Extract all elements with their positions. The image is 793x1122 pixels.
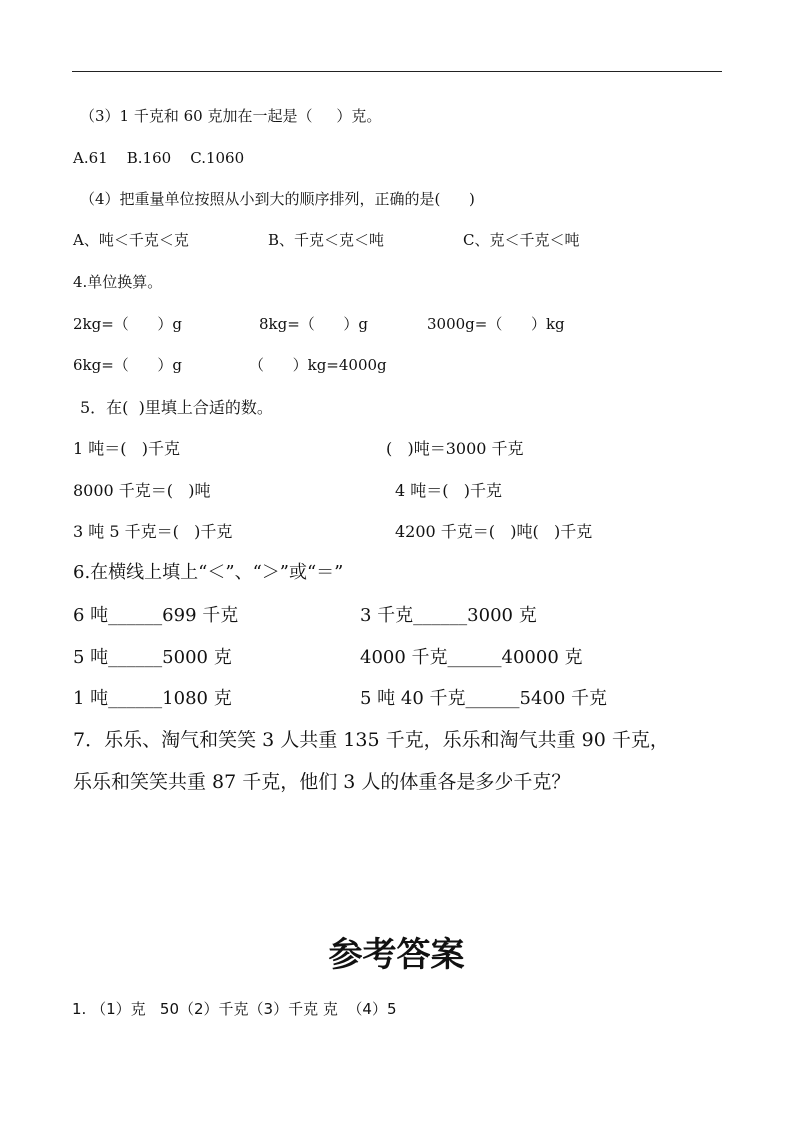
- question-5-item: 3 吨 5 千克＝( )千克: [73, 522, 233, 541]
- header-rule: [72, 71, 722, 72]
- question-6-item: 3 千克______3000 克: [360, 605, 537, 626]
- question-3-4-option-a: A、吨＜千克＜克: [73, 231, 189, 249]
- question-6-item: 4000 千克______40000 克: [360, 647, 583, 668]
- question-6-item: 1 吨______1080 克: [73, 688, 232, 709]
- question-5-item: 8000 千克＝( )吨: [73, 481, 211, 500]
- question-3-4-option-b: B、千克＜克＜吨: [268, 231, 385, 249]
- question-4-item: 2kg=（ ）g: [73, 315, 183, 333]
- question-5-item: ( )吨＝3000 千克: [386, 439, 524, 458]
- question-4-item: （ ）kg=4000g: [249, 356, 387, 374]
- question-3-4-option-c: C、克＜千克＜吨: [463, 231, 580, 249]
- question-6-item: 6 吨______699 千克: [73, 605, 239, 626]
- question-4-item: 6kg=（ ）g: [73, 356, 183, 374]
- question-5-heading: 5．在( )里填上合适的数。: [80, 398, 273, 417]
- question-3-3-stem: （3）1 千克和 60 克加在一起是（ ）克。: [80, 107, 382, 125]
- question-5-item: 4 吨＝( )千克: [395, 481, 503, 500]
- answers-line-1: 1. （1）克 50（2）千克（3）千克 克 （4）5: [72, 1000, 397, 1018]
- answers-title: 参考答案: [328, 935, 465, 975]
- question-3-4-stem: （4）把重量单位按照从小到大的顺序排列，正确的是( ): [80, 190, 475, 208]
- question-4-heading: 4.单位换算。: [73, 273, 163, 291]
- question-7-line-1: 7．乐乐、淘气和笑笑 3 人共重 135 千克，乐乐和淘气共重 90 千克，: [73, 729, 669, 751]
- question-6-item: 5 吨 40 千克______5400 千克: [360, 688, 608, 709]
- question-7-line-2: 乐乐和笑笑共重 87 千克，他们 3 人的体重各是多少千克？: [73, 771, 571, 793]
- question-5-item: 1 吨＝( )千克: [73, 439, 181, 458]
- question-6-item: 5 吨______5000 克: [73, 647, 232, 668]
- question-3-3-options: A.61 B.160 C.1060: [73, 149, 245, 167]
- question-6-heading: 6.在横线上填上“＜”、“＞”或“＝”: [73, 562, 344, 583]
- question-4-item: 3000g=（ ）kg: [427, 315, 565, 333]
- question-4-item: 8kg=（ ）g: [259, 315, 369, 333]
- question-5-item: 4200 千克＝( )吨( )千克: [395, 522, 593, 541]
